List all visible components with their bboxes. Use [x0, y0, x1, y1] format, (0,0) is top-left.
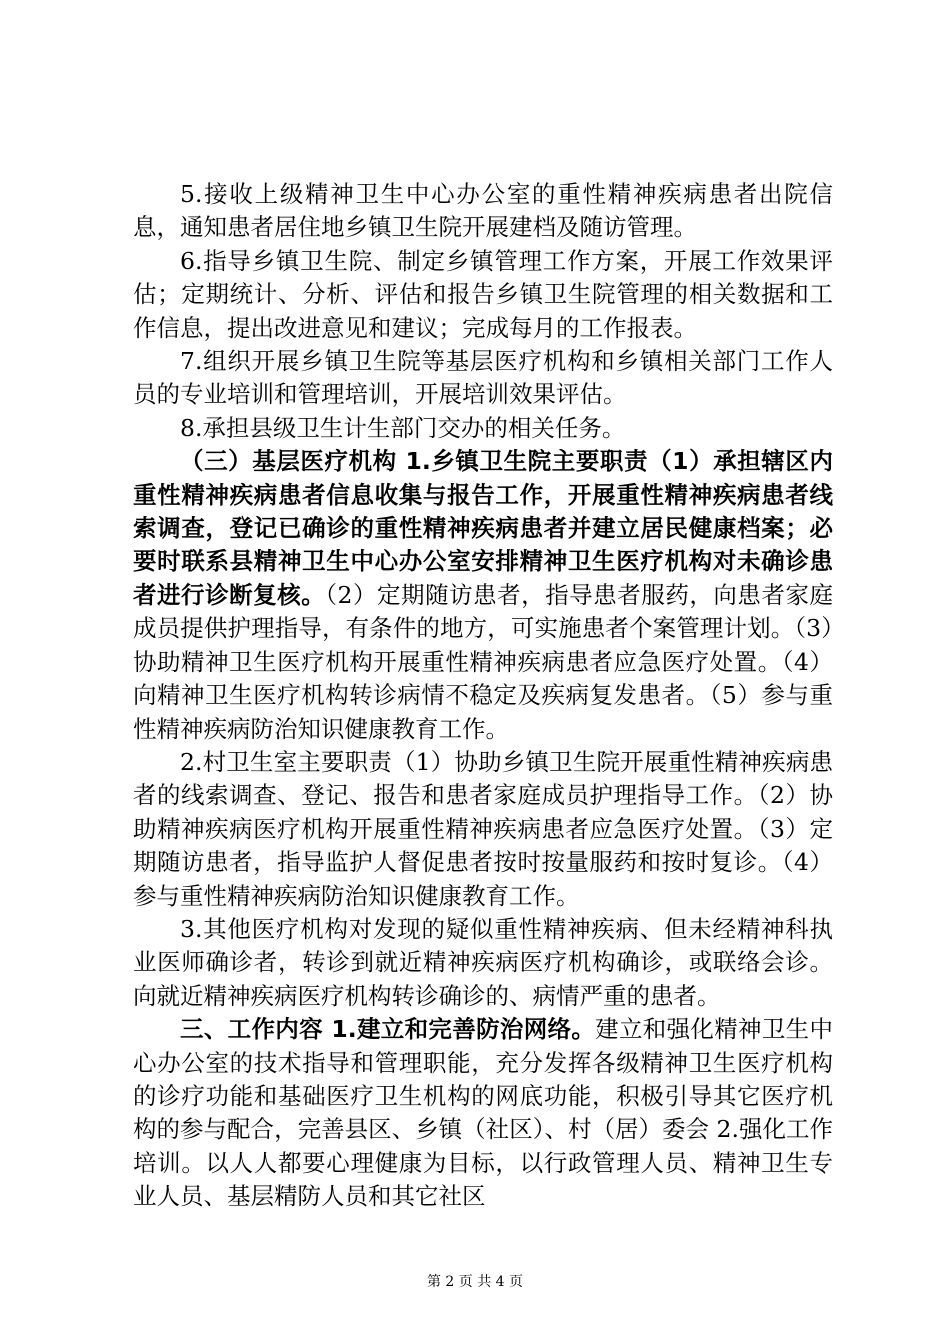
paragraph-other-institutions: 3.其他医疗机构对发现的疑似重性精神疾病、但未经精神科执业医师确诊者，转诊到就近精神疾病医疗机构确诊，或联络会诊。向就近精神疾病医疗机构转诊确诊的、病情严重的患者。: [133, 914, 833, 1010]
paragraph-item-6: 6.指导乡镇卫生院、制定乡镇管理工作方案，开展工作效果评估；定期统计、分析、评估和报告乡镇卫生院管理的相关数据和工作信息，提出改进意见和建议；完成每月的工作报表。: [133, 246, 833, 342]
primary-care-duties: （2）定期随访患者，指导患者服药，向患者家庭成员提供护理指导，有条件的地方，可实施患者个案管理计划。（3）协助精神卫生医疗机构开展重性精神疾病患者应急医疗处置。（4）向精神卫生医疗机构转诊病情不稳定及疾病复发患者。（5）参与重性精神疾病防治知识健康教育工作。: [133, 580, 834, 743]
work-content-heading: 三、工作内容 1.建立和完善防治网络。: [180, 1015, 596, 1044]
paragraph-work-content: [133, 1013, 833, 1213]
paragraph-item-5: 5.接收上级精神卫生中心办公室的重性精神疾病患者出院信息，通知患者居住地乡镇卫生院开展建档及随访管理。: [133, 180, 833, 242]
paragraph-village-clinic: 2.村卫生室主要职责（1）协助乡镇卫生院开展重性精神疾病患者的线索调查、登记、报告和患者家庭成员护理指导工作。（2）协助精神疾病医疗机构开展重性精神疾病患者应急医疗处置。（3）定期随访患者，指导监护人督促患者按时按量服药和按时复诊。（4）参与重性精神疾病防治知识健康教育工作。: [133, 747, 833, 910]
work-content-text: 建立和强化精神卫生中心办公室的技术指导和管理职能，充分发挥各级精神卫生医疗机构的诊疗功能和基础医疗卫生机构的网底功能，积极引导其它医疗机构的参与配合，完善县区、乡镇（社区）、村（居）委会 2.强化工作培训。以人人都要心理健康为目标，以行政管理人员、精神卫生专业人员、基层精防人员和其它社区: [133, 1015, 833, 1211]
document-body: [133, 178, 833, 1214]
page-indicator: 第 2 页 共 4 页: [426, 1274, 524, 1290]
paragraph-primary-care: [133, 445, 833, 746]
paragraph-item-7: 7.组织开展乡镇卫生院等基层医疗机构和乡镇相关部门工作人员的专业培训和管理培训，开展培训效果评估。: [133, 347, 833, 409]
page-footer: [0, 1271, 950, 1291]
paragraph-item-8: 8.承担县级卫生计生部门交办的相关任务。: [180, 413, 626, 442]
primary-care-heading: （三）基层医疗机构 1.乡镇卫生院主要职责（1）承担辖区内重性精神疾病患者信息收集与报告工作，开展重性精神疾病患者线索调查，登记已确诊的重性精神疾病患者并建立居民健康档案；必要时联系县精神卫生中心办公室安排精神卫生医疗机构对未确诊患者进行诊断复核。: [133, 447, 833, 609]
